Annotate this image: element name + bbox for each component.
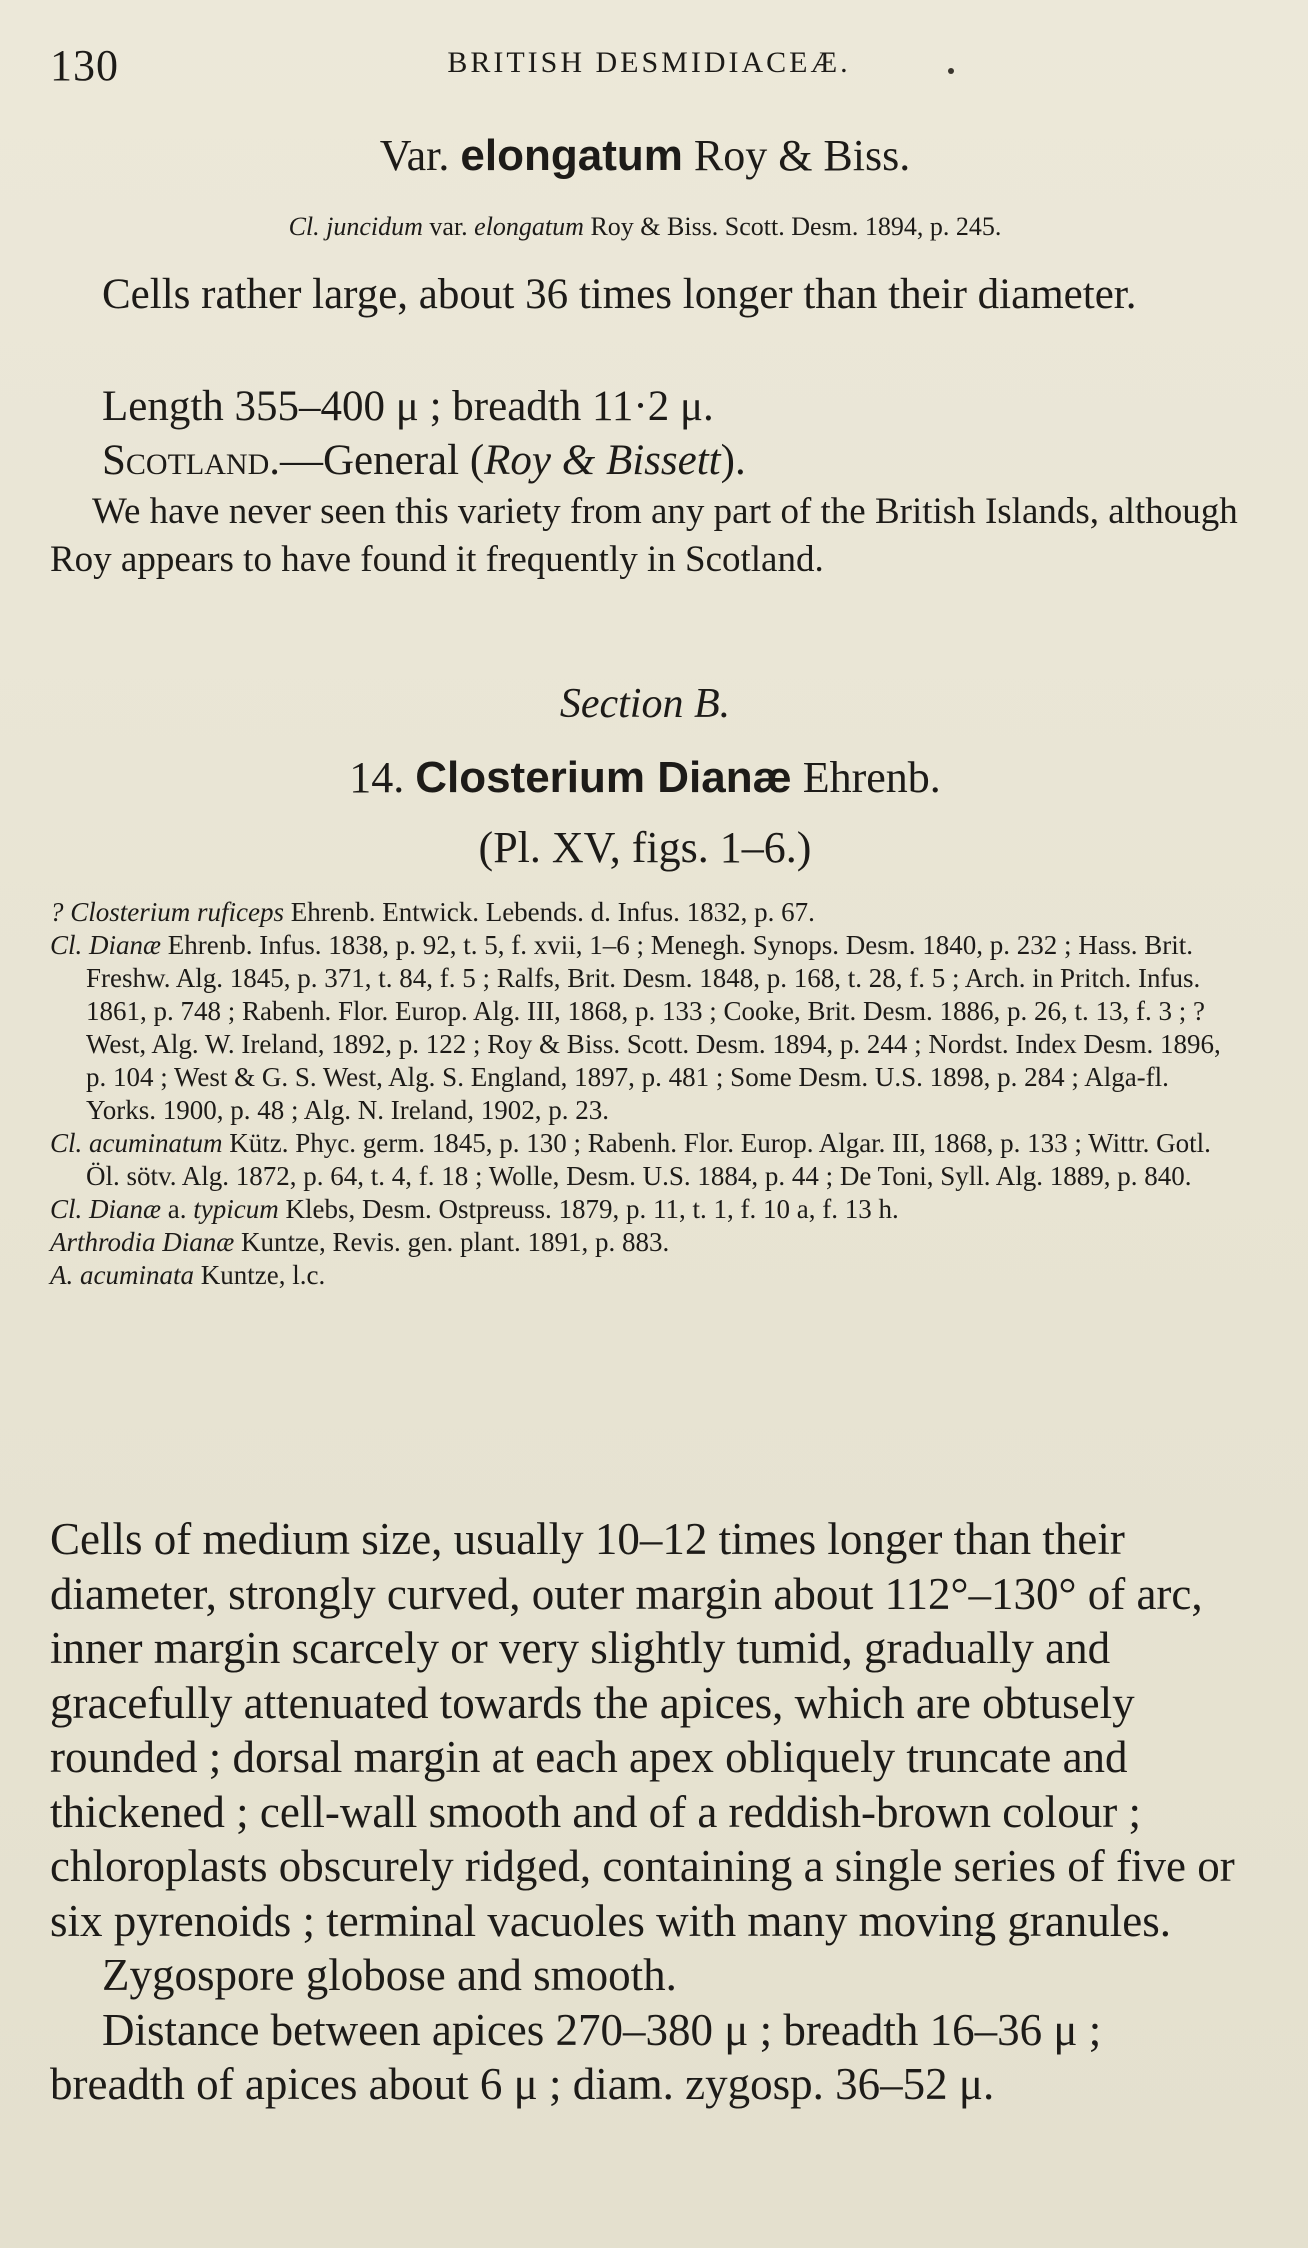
- synonym-entry: [50, 1193, 1240, 1226]
- synonym-name: A. acuminata: [50, 1260, 194, 1290]
- synonym-name: Cl. Dianæ: [50, 930, 162, 960]
- locality-authors: Roy & Bissett: [484, 437, 721, 484]
- synonymy-list: [50, 896, 1240, 1292]
- locality-dash: —General (: [280, 437, 485, 484]
- variety-synonym-var: elongatum: [474, 212, 584, 241]
- variety-measurements-block: [50, 380, 1240, 488]
- synonym-citation: Ehrenb. Entwick. Lebends. d. Infus. 1832, p. 67.: [284, 897, 815, 927]
- variety-synonym: [50, 212, 1240, 242]
- synonym-citation: Kütz. Phyc. germ. 1845, p. 130 ; Rabenh. Flor. Europ. Algar. III, 1868, p. 133 ; Wittr. Gotl. Öl. sötv. Alg. 1872, p. 64, t. 4, f. 18 ; Wolle, Desm. U.S. 1884, p. 44 ; De Toni, Syll. Alg. 1889, p. 840.: [86, 1128, 1211, 1191]
- synonym-citation-rest: Klebs, Desm. Ostpreuss. 1879, p. 11, t. 1, f. 10 a, f. 13 h.: [278, 1194, 899, 1224]
- variety-description: Cells rather large, about 36 times longer than their diameter.: [102, 271, 1137, 318]
- variety-prefix: Var.: [379, 131, 450, 180]
- running-head: BRITISH DESMIDIACEÆ.: [447, 46, 851, 79]
- variety-note: We have never seen this variety from any part of the British Islands, although Roy appears to have found it frequently in Scotland.: [50, 491, 1238, 580]
- synonym-entry: [50, 896, 1240, 929]
- species-authority: Ehrenb.: [802, 753, 941, 802]
- variety-measurements: Length 355–400 μ ; breadth 11·2 μ.: [102, 383, 714, 430]
- print-speck: [948, 68, 954, 74]
- description-measurements: Distance between apices 270–380 μ ; breadth 16–36 μ ; breadth of apices about 6 μ ; diam. zygosp. 36–52 μ.: [50, 2004, 1102, 2109]
- plate-reference: (Pl. XV, figs. 1–6.): [478, 823, 812, 872]
- variety-synonym-rest: Roy & Biss. Scott. Desm. 1894, p. 245.: [583, 212, 1002, 241]
- variety-synonym-mid: var.: [422, 212, 475, 241]
- locality-country: Scotland.: [102, 437, 280, 484]
- section-title: Section B.: [559, 681, 731, 727]
- page-header: [50, 40, 1248, 100]
- variety-synonym-abbrev: Cl. juncidum: [288, 212, 423, 241]
- variety-authority: Roy & Biss.: [693, 131, 911, 180]
- synonym-entry: [50, 1226, 1240, 1259]
- variety-heading: [50, 130, 1240, 181]
- description-main: Cells of medium size, usually 10–12 times longer than their diameter, strongly curved, outer margin about 112°–130° of arc, inner margin scarcely or very slightly tumid, gradually and gracefully attenuated towards the apices, which are obtusely rounded ; dorsal margin at each apex obliquely truncate and thickened ; cell-wall smooth and of a reddish-brown colour ; chloroplasts obscurely ridged, containing a single series of five or six pyrenoids ; terminal vacuoles with many moving granules.: [50, 1514, 1235, 1946]
- variety-locality: [50, 434, 1240, 488]
- locality-close: ).: [720, 437, 746, 484]
- synonym-citation: a.: [161, 1194, 194, 1224]
- species-name: Closterium Dianæ: [415, 753, 792, 802]
- synonym-name: Arthrodia Dianæ: [50, 1227, 235, 1257]
- species-description: [50, 1512, 1240, 2112]
- synonym-name: ? Closterium ruficeps: [50, 897, 284, 927]
- synonym-entry: [50, 1259, 1240, 1292]
- page-number: 130: [50, 41, 119, 90]
- variety-name: elongatum: [460, 131, 683, 180]
- species-heading: [50, 752, 1240, 803]
- synonym-citation: Ehrenb. Infus. 1838, p. 92, t. 5, f. xvii, 1–6 ; Menegh. Synops. Desm. 1840, p. 232 ; Hass. Brit. Freshw. Alg. 1845, p. 371, t. 84, f. 5 ; Ralfs, Brit. Desm. 1848, p. 168, t. 28, f. 5 ; Arch. in Pritch. Infus. 1861, p. 748 ; Rabenh. Flor. Europ. Alg. III, 1868, p. 133 ; Cooke, Brit. Desm. 1886, p. 26, t. 13, f. 3 ; ? West, Alg. W. Ireland, 1892, p. 122 ; Roy & Biss. Scott. Desm. 1894, p. 244 ; Nordst. Index Desm. 1896, p. 104 ; West & G. S. West, Alg. S. England, 1897, p. 481 ; Some Desm. U.S. 1898, p. 284 ; Alga-fl. Yorks. 1900, p. 48 ; Alg. N. Ireland, 1902, p. 23.: [86, 930, 1221, 1125]
- synonym-entry: [50, 929, 1240, 1127]
- synonym-name: Cl. Dianæ: [50, 1194, 162, 1224]
- synonym-citation: Kuntze, Revis. gen. plant. 1891, p. 883.: [234, 1227, 670, 1257]
- synonym-name: Cl. acuminatum: [50, 1128, 223, 1158]
- description-zygospore: Zygospore globose and smooth.: [102, 1950, 677, 2000]
- synonym-subname: typicum: [193, 1194, 279, 1224]
- synonym-entry: [50, 1127, 1240, 1193]
- synonym-citation: Kuntze, l.c.: [193, 1260, 326, 1290]
- species-number: 14.: [349, 753, 405, 802]
